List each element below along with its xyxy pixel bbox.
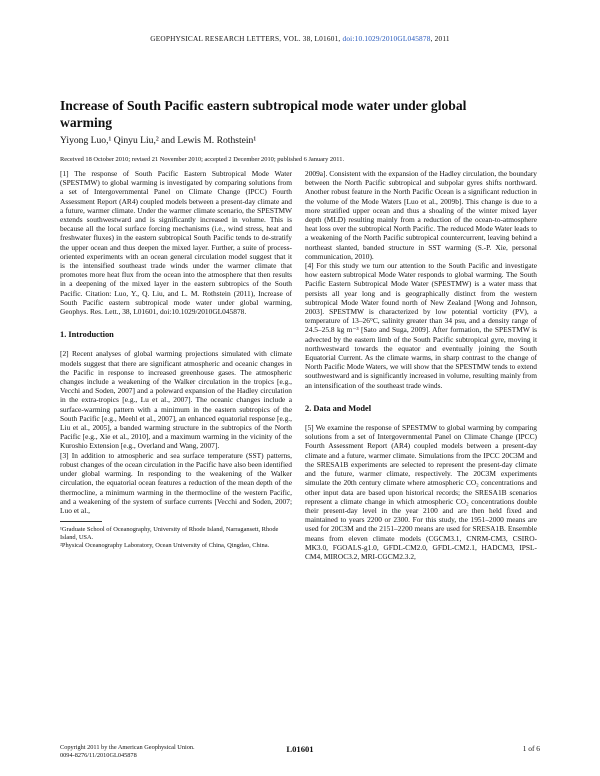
article-id: L01601 xyxy=(286,744,314,754)
paragraph-4: [4] For this study we turn our attention to the South Pacific and investigate how eastern subtropical Mode Water responds to global warming. The South Pacific Eastern Subtropical Mode Water (SPESTMW) is a water mass that persists all year long and is geographically distinct from the western subtropical Mode Water found north of New Zealand [Wong and Johnson, 2003]. SPESTMW is characterized by low potential vorticity (PV), a temperature of 13–26°C, salinity greater than 34 psu, and a density range of 24.5–25.8 kg m⁻³ [Sato and Suga, 2009]. After formation, the SPESTMW is advected by the eastern limb of the South Pacific subtropical gyre, moving it northwestward towards the equator and eventually joining the South Equatorial Current. As the climate warms, in sharp contrast to the change of North Pacific Mode Waters, we will show that the SPESTMW tends to extend southwestward and is significantly increased in volume, resulting mainly from an intensification of the southeast trade winds. xyxy=(305,261,537,390)
footnote-affiliation-1: ¹Graduate School of Oceanography, University of Rhode Island, Narragansett, Rhode Island, USA. xyxy=(60,526,279,542)
doi-link[interactable]: doi:10.1029/2010GL045878 xyxy=(342,34,431,43)
footnote-divider xyxy=(60,521,102,522)
copyright: Copyright 2011 by the American Geophysical Union. xyxy=(60,744,195,751)
paper-title: Increase of South Pacific eastern subtropical mode water under global warming xyxy=(60,98,467,130)
left-column xyxy=(60,169,292,550)
received-dates: Received 18 October 2010; revised 21 November 2010; accepted 2 December 2010; published 6 January 2011. xyxy=(60,156,345,163)
authors: Yiyong Luo,¹ Qinyu Liu,² and Lewis M. Rothstein¹ xyxy=(60,135,257,146)
abstract: [1] The response of South Pacific Eastern Subtropical Mode Water (SPESTMW) to global warming is investigated by comparing solutions from a set of Intergovernmental Panel on Climate Change (IPCC) Fourth Assessment Report (AR4) coupled models between a present-day climate and a future, warmer climate. Under the warmer climate scenario, the SPESTMW extends southwestward and is significantly increased in volume. This is because all the local surface forcing mechanisms (i.e., wind stress, heat and freshwater fluxes) in the eastern subtropical South Pacific tends to de-stratify the upper ocean and thus deepen the mixed layer. Further, a suite of process-oriented experiments with an ocean general circulation model suggest that it is the intensified southeast trade winds under the warmer climate that promotes more heat flux from the ocean into the atmosphere that then results in a deepening of the mixed layer in the eastern subtropics of the South Pacific. Citation: Luo, Y., Q. Liu, and L. M. Rothstein (2011), Increase of South Pacific eastern subtropical mode water under global warming, Geophys. Res. Lett., 38, L01601, doi:10.1029/2010GL045878. xyxy=(60,169,292,317)
section-heading-data-and-model: 2. Data and Model xyxy=(305,403,372,413)
paragraph-3: [3] In addition to atmospheric and sea surface temperature (SST) patterns, robust changes of the ocean circulation in the Pacific have also been identified under global warming. In responding to the weakening of the Walker circulation, the equatorial ocean features a reduction of the mean depth of the thermocline, a minimum warming in the thermocline of the western Pacific, and a weakening of the system of surface currents [Vecchi and Soden, 2007; Luo et al., xyxy=(60,450,292,515)
paragraph-2: [2] Recent analyses of global warming projections simulated with climate models suggest that there are significant atmospheric and oceanic changes in the Pacific in response to increased greenhouse gases. The atmospheric changes include a weakening of the Walker circulation in the tropics [e.g., Vecchi and Soden, 2007] and a poleward expansion of the Hadley circulation in the extra-tropics [e.g., Lu et al., 2007]. The oceanic changes include a surface-warming pattern with a minimum in the eastern subtropics of the South Pacific [e.g., Meehl et al., 2007], an enhanced equatorial response [e.g., Liu et al., 2005], a banded warming structure in the subtropics of the North Pacific [e.g., Xie et al., 2010], and a maximum warming in the vicinity of the Kuroshio Extension [e.g., Overland and Wang, 2007]. xyxy=(60,349,292,451)
paragraph-5: [5] We examine the response of SPESTMW to global warming by comparing solutions from a set of Intergovernmental Panel on Climate Change (IPCC) Fourth Assessment Report (AR4) coupled models between a present-day climate and a future, warmer climate. Simulations from the IPCC 20C3M and the SRESA1B experiments are selected to represent the present-day climate and the future, warmer climate, respectively. The 20C3M experiments simulate the 20th century climate where atmospheric CO₂ concentrations and other input data are based upon historical records; the SRESA1B scenarios represent a climate change in which atmospheric CO₂ concentrations double their present-day level in the year 2100 and are then held fixed and maintained to years 2200 or 2300. For this study, the 1951–2000 means are used for 20C3M and the 2151–2200 means are used for SRESA1B. Ensemble means from eleven climate models (CGCM3.1, CNRM-CM3, CSIRO-MK3.0, FGOALS-g1.0, GFDL-CM2.0, GFDL-CM2.1, HADCM3, IPSL-CM4, MIROC3.2, MRI-CGCM2.3.2, xyxy=(305,423,537,561)
page-number: 1 of 6 xyxy=(522,744,540,753)
journal-info: GEOPHYSICAL RESEARCH LETTERS, VOL. 38, L01601, xyxy=(150,34,341,43)
running-header xyxy=(0,34,600,43)
footnote-affiliation-2: ²Physical Oceanography Laboratory, Ocean University of China, Qingdao, China. xyxy=(60,542,270,550)
issn: 0094-8276/11/2010GL045878 xyxy=(60,751,137,759)
right-column xyxy=(305,169,537,561)
year: , 2011 xyxy=(430,34,450,43)
section-heading-introduction: 1. Introduction xyxy=(60,330,114,340)
paragraph-3-continued: 2009a]. Consistent with the expansion of the Hadley circulation, the boundary between the North Pacific subtropical and subpolar gyres shifts northward. Another robust feature in the North Pacific Ocean is a significant reduction in the volume of the Mode Waters [Luo et al., 2009b]. This change is due to a more stratified upper ocean and thus a shoaling of the winter mixed layer depth (MLD) resulting mainly from a reduction of the ocean-to-atmosphere heat loss over the subtropical North Pacific. The reduced Mode Water leads to a weakening of the North Pacific subtropical countercurrent, leaving behind a northeast slanted, banded structure in SST warming (S.-P. Xie, personal communication, 2010). xyxy=(305,169,537,261)
